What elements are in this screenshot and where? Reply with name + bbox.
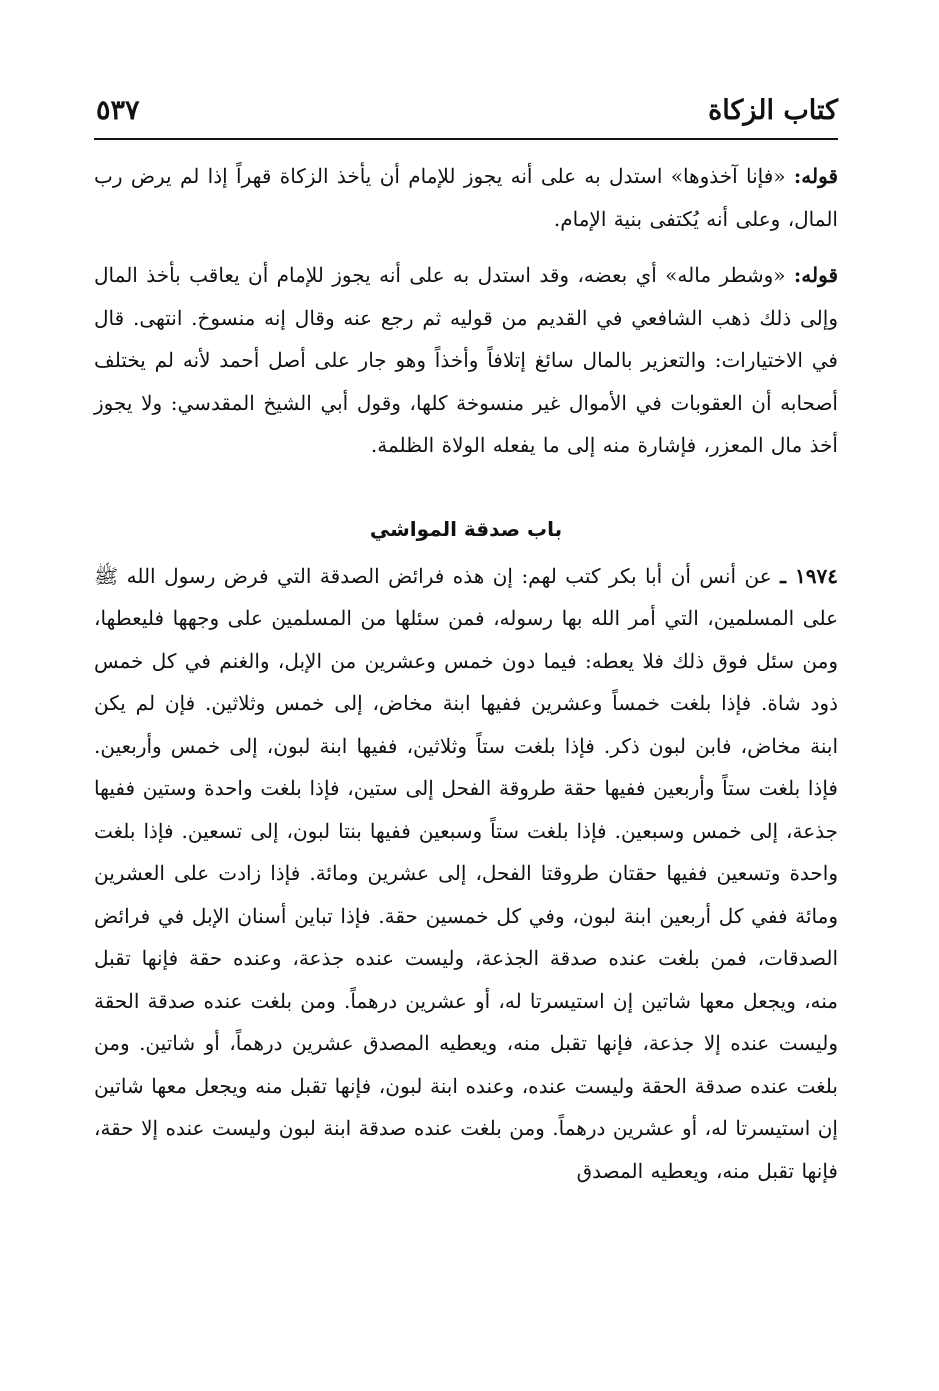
book-page xyxy=(94,84,838,1192)
hadith-paragraph xyxy=(94,555,838,1193)
page-header xyxy=(94,84,838,140)
hadith-number: ١٩٧٤ ـ xyxy=(780,563,839,588)
paragraph-lead: قوله: xyxy=(793,164,838,188)
hadith-text: عن أنس أن أبا بكر كتب لهم: إن هذه فرائض الصدقة التي فرض رسول الله ﷺ على المسلمين، التي أمر الله بها رسوله، فمن سئلها من المسلمين على وجهها فليعطها، ومن سئل فوق ذلك فلا يعطه: فيما دون خمس وعشرين من الإبل، والغنم في كل خمس ذود شاة. فإذا بلغت خمساً وعشرين ففيها ابنة مخاض، إلى خمس وثلاثين. فإن لم يكن ابنة مخاض، فابن لبون ذكر. فإذا بلغت ستاً وثلاثين، ففيها ابنة لبون، إلى خمس وأربعين. فإذا بلغت ستاً وأربعين ففيها حقة طروقة الفحل إلى ستين، فإذا بلغت واحدة وستين ففيها جذعة، إلى خمس وسبعين. فإذا بلغت ستاً وسبعين ففيها بنتا لبون، إلى تسعين. فإذا بلغت واحدة وتسعين ففيها حقتان طروقتا الفحل، إلى عشرين ومائة. فإذا زادت على العشرين ومائة ففي كل أربعين ابنة لبون، وفي كل خمسين حقة. فإذا تباين أسنان الإبل في فرائض الصدقات، فمن بلغت عنده صدقة الجذعة، وليست عنده جذعة، وعنده حقة فإنها تقبل منه، ويجعل معها شاتين إن استيسرتا له، أو عشرين درهماً. ومن بلغت عنده صدقة الحقة وليست عنده إلا جذعة، فإنها تقبل منه، ويعطيه المصدق عشرين درهماً، أو شاتين. ومن بلغت عنده صدقة الحقة وليست عنده، وعنده ابنة لبون، فإنها تقبل منه ويجعل معها شاتين إن استيسرتا له، أو عشرين درهماً. ومن بلغت عنده صدقة ابنة لبون وليست عنده إلا حقة، فإنها تقبل منه، ويعطيه المصدق xyxy=(94,563,839,1183)
page-number: ٥٣٧ xyxy=(96,95,140,126)
commentary-paragraph-2 xyxy=(94,254,838,467)
paragraph-text: «وشطر ماله» أي بعضه، وقد استدل به على أنه يجوز للإمام أن يعاقب بأخذ المال وإلى ذلك ذهب الشافعي في القديم من قوليه ثم رجع عنه وقال إنه منسوخ. انتهى. قال في الاختيارات: والتعزير بالمال سائغ إتلافاً وأخذاً وهو جار على أصل أحمد لأنه لم يختلف أصحابه أن العقوبات في الأموال غير منسوخة كلها، وقول أبي الشيخ المقدسي: ولا يجوز أخذ مال المعزر، فإشارة منه إلى ما يفعله الولاة الظلمة. xyxy=(94,263,838,457)
paragraph-lead: قوله: xyxy=(793,263,839,287)
running-title: كتاب الزكاة xyxy=(708,95,838,126)
chapter-heading: باب صدقة المواشي xyxy=(369,516,563,541)
commentary-paragraph-1 xyxy=(94,155,838,240)
paragraph-text: «فإنا آخذوها» استدل به على أنه يجوز للإمام أن يأخذ الزكاة قهراً إذا لم يرض رب المال، وعلى أنه يُكتفى بنية الإمام. xyxy=(94,164,838,231)
